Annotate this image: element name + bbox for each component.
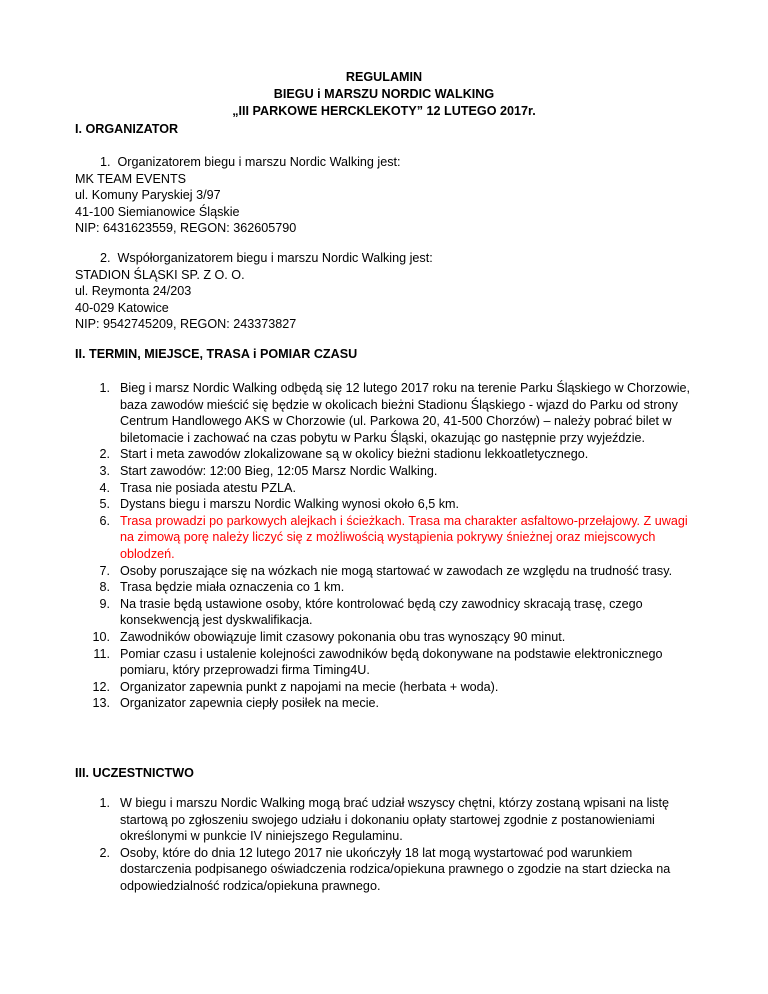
organizer-name: MK TEAM EVENTS <box>75 171 187 186</box>
list-item: 12. Organizator zapewnia punkt z napojami na mecie (herbata + woda). <box>92 679 499 694</box>
list-item: 11. Pomiar czasu i ustalenie kolejności zawodników będą dokonywane na podstawie elektronicznego pomiaru, który przeprowadzi firma Timing4U. <box>93 646 663 678</box>
list-item: 4. Trasa nie posiada atestu PZLA. <box>99 480 296 495</box>
list-item: 13. Organizator zapewnia ciepły posiłek na mecie. <box>92 696 380 711</box>
list-item: 2. Osoby, które do dnia 12 lutego 2017 nie ukończyły 18 lat mogą wystartować pod warunkiem dostarczenia podpisanego oświadczenia rodzica/opiekuna prawnego o zgodzie na start dziecka na odpowiedzialność rodzica/opiekuna prawnego. <box>99 845 671 893</box>
organizer-nip: NIP: 6431623559, REGON: 362605790 <box>75 221 297 236</box>
list-item: 1. W biegu i marszu Nordic Walking mogą brać udział wszyscy chętni, którzy zostaną wpisani na listę startową po zgłoszeniu swojego udziału i dokonaniu opłaty startowej zgodnie z postanowieniami określonymi w punkcie IV niniejszego Regulaminu. <box>99 796 669 844</box>
doc-title: REGULAMIN <box>345 70 423 84</box>
co-organizer-nip: NIP: 9542745209, REGON: 243373827 <box>75 317 297 332</box>
organizer-block <box>75 154 728 237</box>
list-item: 3. Start zawodów: 12:00 Bieg, 12:05 Marsz Nordic Walking. <box>99 463 438 478</box>
organizer-city: 41-100 Siemianowice Śląskie <box>75 204 240 219</box>
uczestnictwo-list <box>75 795 700 895</box>
co-organizer-intro: 2. Współorganizatorem biegu i marszu Nordic Walking jest: <box>100 251 433 265</box>
co-organizer-name: STADION ŚLĄSKI SP. Z O. O. <box>75 267 245 282</box>
list-item: 8. Trasa będzie miała oznaczenia co 1 km. <box>99 580 345 595</box>
co-organizer-street: ul. Reymonta 24/203 <box>75 284 192 299</box>
organizer-intro: 1. Organizatorem biegu i marszu Nordic Walking jest: <box>100 155 401 169</box>
doc-subtitle: BIEGU i MARSZU NORDIC WALKING <box>273 87 495 101</box>
list-item: 5. Dystans biegu i marszu Nordic Walking wynosi około 6,5 km. <box>99 497 459 512</box>
termin-list <box>75 380 700 712</box>
section-heading-uczestnictwo: III. UCZESTNICTWO <box>75 766 194 780</box>
list-item: 1. Bieg i marsz Nordic Walking odbędą się 12 lutego 2017 roku na terenie Parku Śląskiego w Chorzowie, baza zawodów mieścić się będzie w okolicach bieżni Stadionu Śląskiego - wjazd do Parku od strony Centrum Handlowego AKS w Chorzowie (ul. Parkowa 20, 41-500 Chorzów) – należy pobrać bilet w biletomacie i zachować na czas pobytu w Parku Śląski, okazując go następnie przy wyjeździe. <box>99 381 691 445</box>
list-item: 10. Zawodników obowiązuje limit czasowy pokonania obu tras wynoszący 90 minut. <box>92 629 566 644</box>
co-organizer-block <box>75 250 728 333</box>
organizer-street: ul. Komuny Paryskiej 3/97 <box>75 188 221 203</box>
co-organizer-city: 40-029 Katowice <box>75 300 169 315</box>
doc-event-name: „III PARKOWE HERCKLEKOTY” 12 LUTEGO 2017r. <box>232 104 536 118</box>
section-heading-termin: II. TERMIN, MIEJSCE, TRASA i POMIAR CZASU <box>75 347 358 361</box>
section-heading-organizator: I. ORGANIZATOR <box>75 122 179 136</box>
list-item-highlighted: 6. Trasa prowadzi po parkowych alejkach i ścieżkach. Trasa ma charakter asfaltowo-przełajowy. Z uwagi na zimową porę należy liczyć się z możliwością wystąpienia pokrywy śnieżnej oraz miejscowych oblodzeń. <box>99 513 688 561</box>
list-item: 9. Na trasie będą ustawione osoby, które kontrolować będą czy zawodnicy skracają trasę, czego konsekwencją jest dyskwalifikacja. <box>99 596 643 628</box>
list-item: 2. Start i meta zawodów zlokalizowane są w okolicy bieżni stadionu lekkoatletycznego. <box>99 447 589 462</box>
list-item: 7. Osoby poruszające się na wózkach nie mogą startować w zawodach ze względu na trudność trasy. <box>99 563 673 578</box>
